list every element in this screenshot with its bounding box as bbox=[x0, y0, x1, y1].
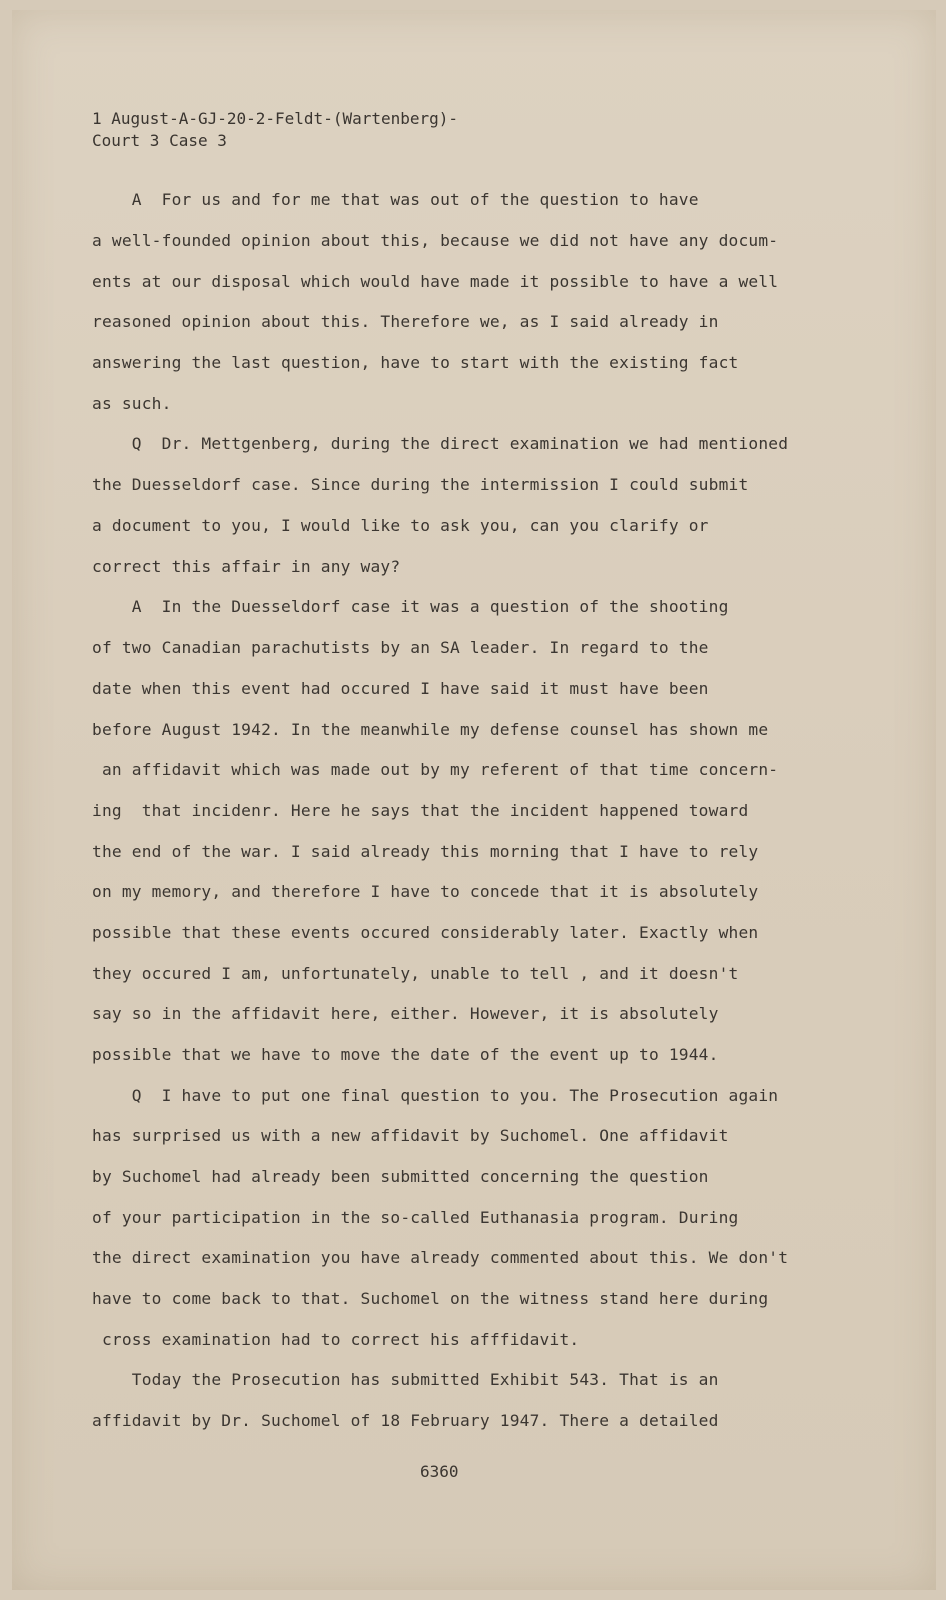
transcript-line: an affidavit which was made out by my referent of that time concern- bbox=[92, 760, 779, 779]
transcript-line: of two Canadian parachutists by an SA leader. In regard to the bbox=[92, 638, 709, 657]
transcript-line: correct this affair in any way? bbox=[92, 557, 401, 576]
transcript-line: they occured I am, unfortunately, unable to tell , and it doesn't bbox=[92, 964, 739, 983]
transcript-line: date when this event had occured I have said it must have been bbox=[92, 679, 709, 698]
transcript-line: A In the Duesseldorf case it was a question of the shooting bbox=[92, 597, 729, 616]
transcript-line: has surprised us with a new affidavit by Suchomel. One affidavit bbox=[92, 1126, 729, 1145]
transcript-line: ing that incidenr. Here he says that the incident happened toward bbox=[92, 801, 749, 820]
transcript-line: the direct examination you have already commented about this. We don't bbox=[92, 1248, 789, 1267]
transcript-line: Today the Prosecution has submitted Exhibit 543. That is an bbox=[92, 1370, 719, 1389]
transcript-line: ents at our disposal which would have made it possible to have a well bbox=[92, 272, 779, 291]
transcript-line: possible that these events occured considerably later. Exactly when bbox=[92, 923, 759, 942]
transcript-line: by Suchomel had already been submitted concerning the question bbox=[92, 1167, 709, 1186]
transcript-line: Q Dr. Mettgenberg, during the direct examination we had mentioned bbox=[92, 434, 789, 453]
transcript-line: on my memory, and therefore I have to concede that it is absolutely bbox=[92, 882, 759, 901]
transcript-line: cross examination had to correct his afffidavit. bbox=[92, 1330, 580, 1349]
header-line-2: Court 3 Case 3 bbox=[92, 131, 227, 150]
document-header bbox=[92, 108, 458, 152]
transcript-line: a well-founded opinion about this, because we did not have any docum- bbox=[92, 231, 779, 250]
transcript-line: answering the last question, have to start with the existing fact bbox=[92, 353, 739, 372]
transcript-line: A For us and for me that was out of the question to have bbox=[92, 190, 699, 209]
transcript-line: as such. bbox=[92, 394, 172, 413]
transcript-line: the end of the war. I said already this morning that I have to rely bbox=[92, 842, 759, 861]
transcript-line: affidavit by Dr. Suchomel of 18 February 1947. There a detailed bbox=[92, 1411, 719, 1430]
transcript-line: have to come back to that. Suchomel on the witness stand here during bbox=[92, 1289, 769, 1308]
transcript-line: say so in the affidavit here, either. However, it is absolutely bbox=[92, 1004, 719, 1023]
transcript-line: of your participation in the so-called Euthanasia program. During bbox=[92, 1208, 739, 1227]
transcript-line: before August 1942. In the meanwhile my defense counsel has shown me bbox=[92, 720, 769, 739]
transcript-line: a document to you, I would like to ask you, can you clarify or bbox=[92, 516, 709, 535]
transcript-line: Q I have to put one final question to you. The Prosecution again bbox=[92, 1086, 779, 1105]
page-number: 6360 bbox=[420, 1462, 459, 1481]
transcript-line: reasoned opinion about this. Therefore we, as I said already in bbox=[92, 312, 719, 331]
header-line-1: 1 August-A-GJ-20-2-Feldt-(Wartenberg)- bbox=[92, 109, 459, 128]
transcript-line: possible that we have to move the date of the event up to 1944. bbox=[92, 1045, 719, 1064]
transcript-line: the Duesseldorf case. Since during the intermission I could submit bbox=[92, 475, 749, 494]
